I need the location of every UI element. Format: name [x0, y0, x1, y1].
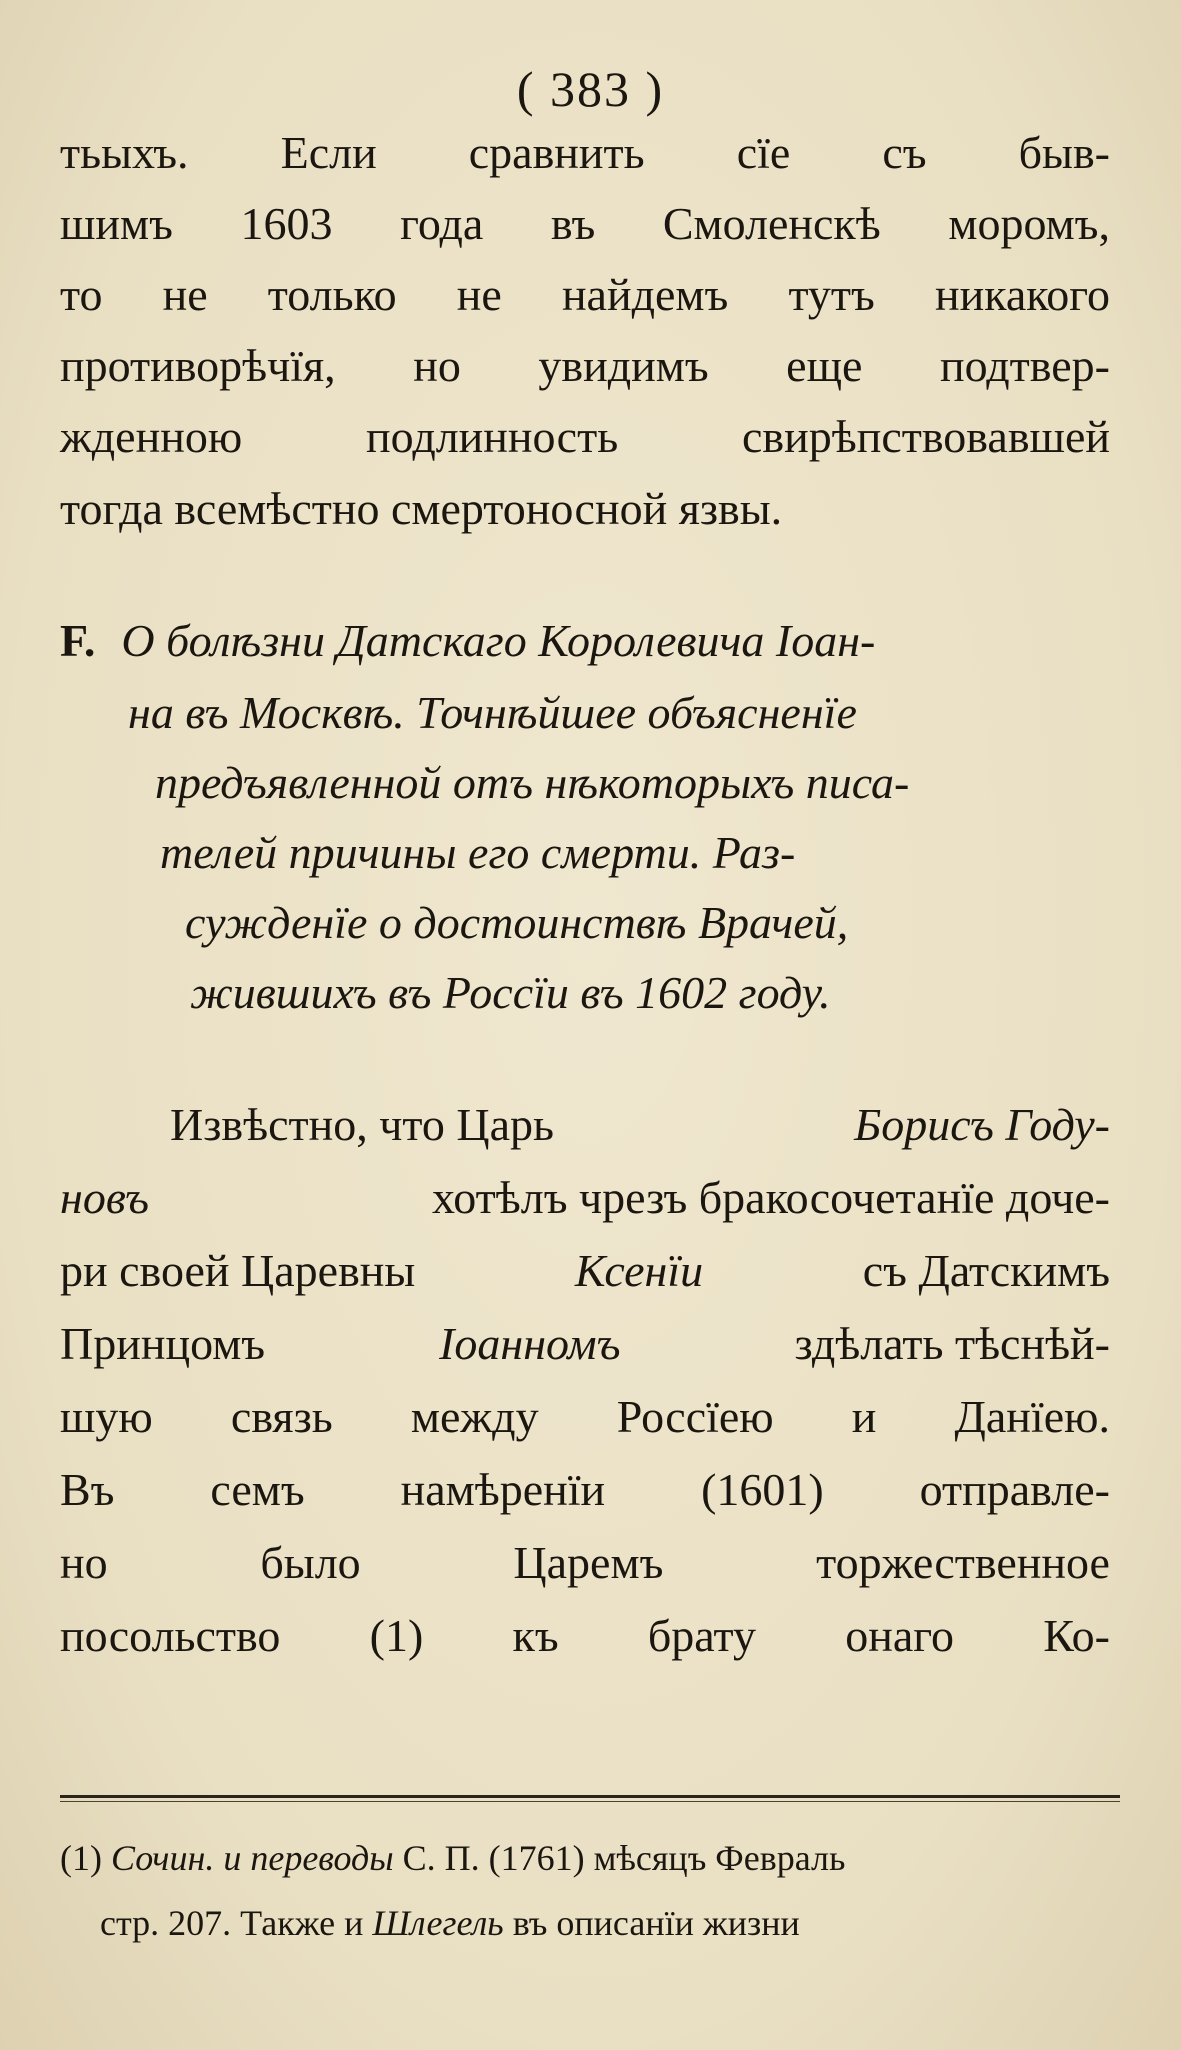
- word: Данїею.: [954, 1391, 1110, 1442]
- section-marker: F.: [60, 615, 96, 666]
- word: быв-: [1018, 127, 1110, 178]
- word: Смоленскѣ: [662, 198, 881, 249]
- section-heading-line-4: телей причины его смерти. Раз-: [160, 827, 796, 878]
- paragraph-1-line-6: тогда всемѣстно смертоносной язвы.: [60, 483, 783, 534]
- footnote-rule-thin: [60, 1801, 1120, 1802]
- word: но: [60, 1537, 108, 1588]
- section-heading-line-5: сужденїе о достоинствѣ Врачей,: [185, 897, 849, 948]
- word: тьыхъ.: [60, 127, 189, 178]
- word: никакого: [934, 269, 1110, 320]
- footnote-marker: (1): [60, 1838, 102, 1878]
- word: отправле-: [919, 1464, 1110, 1515]
- word: въ: [550, 198, 596, 249]
- p2-l2-name: новъ: [60, 1172, 150, 1223]
- paragraph-2-line-8: [60, 1610, 1110, 1661]
- word: связь: [230, 1391, 333, 1442]
- paragraph-2-line-7: [60, 1537, 1110, 1588]
- paragraph-2-line-6: [60, 1464, 1110, 1515]
- footnote-rule: [60, 1795, 1120, 1798]
- section-heading-line-3: предъявленной отъ нѣкоторыхъ писа-: [155, 757, 910, 808]
- word: торжественное: [816, 1537, 1110, 1588]
- word: брату: [647, 1610, 757, 1661]
- word: Россїею: [616, 1391, 774, 1442]
- word: семъ: [210, 1464, 305, 1515]
- word: не: [162, 269, 208, 320]
- paragraph-1-line-3: [60, 269, 1110, 320]
- footnote-author: Шлегель: [372, 1903, 504, 1943]
- p2-l2-text: хотѣлъ чрезъ бракосочетанїе доче-: [432, 1172, 1110, 1223]
- p2-l3-text-b: съ Датскимъ: [862, 1245, 1110, 1296]
- paragraph-1-line-2: [60, 198, 1110, 249]
- p2-l3-name: Ксенїи: [574, 1245, 704, 1296]
- footnote-line-2-a: стр. 207. Также и: [100, 1903, 373, 1943]
- paragraph-1-line-4: [60, 340, 1110, 391]
- word: намѣренїи: [400, 1464, 606, 1515]
- word: подлинность: [366, 411, 619, 462]
- word: то: [60, 269, 103, 320]
- paragraph-2-line-2: [60, 1172, 1110, 1223]
- word: съ: [882, 127, 927, 178]
- paragraph-2-line-1: [170, 1099, 1110, 1150]
- word: только: [267, 269, 397, 320]
- footnote-line-1-rest: С. П. (1761) мѣсяцъ Февраль: [393, 1838, 846, 1878]
- section-heading-line-1: [60, 615, 876, 666]
- section-heading-line-6: жившихъ въ Россїи въ 1602 году.: [190, 967, 831, 1018]
- word: моромъ,: [948, 198, 1110, 249]
- paragraph-2-line-4: [60, 1318, 1110, 1369]
- word: 1603: [240, 198, 333, 249]
- word: и: [851, 1391, 877, 1442]
- p2-l1-name: Борисъ Году-: [854, 1099, 1110, 1150]
- word: найдемъ: [561, 269, 729, 320]
- p2-l1-text: Извѣстно, что Царь: [170, 1099, 554, 1150]
- word: подтвер-: [939, 340, 1110, 391]
- paragraph-2-line-3: [60, 1245, 1110, 1296]
- word: Въ: [60, 1464, 115, 1515]
- footnote-line-2-b: въ описанїи жизни: [503, 1903, 800, 1943]
- p2-l4-text-b: здѣлать тѣснѣй-: [794, 1318, 1110, 1369]
- paragraph-1-line-1: [60, 127, 1110, 178]
- footnote-line-1: [60, 1840, 1140, 1876]
- footnote-source: Сочин. и переводы: [110, 1838, 394, 1878]
- page-number: ( 383 ): [516, 61, 665, 117]
- word: онаго: [845, 1610, 954, 1661]
- word: года: [400, 198, 484, 249]
- p2-l3-text-a: ри своей Царевны: [60, 1245, 416, 1296]
- paragraph-1-line-5: [60, 411, 1110, 462]
- section-heading-line-2: на въ Москвѣ. Точнѣйшее объясненїе: [128, 687, 857, 738]
- footnote-line-2: [100, 1905, 1180, 1941]
- word: посольство: [60, 1610, 281, 1661]
- word: увидимъ: [538, 340, 709, 391]
- word: къ: [512, 1610, 559, 1661]
- word: сравнить: [468, 127, 645, 178]
- word: Ко-: [1043, 1610, 1110, 1661]
- word: Если: [280, 127, 377, 178]
- word: свирѣпствовавшей: [742, 411, 1110, 462]
- word: Царемъ: [513, 1537, 664, 1588]
- p2-l4-text-a: Принцомъ: [60, 1318, 266, 1369]
- word: тутъ: [788, 269, 875, 320]
- word: (1): [369, 1610, 424, 1661]
- word: было: [260, 1537, 361, 1588]
- word: но: [413, 340, 461, 391]
- word: жденною: [60, 411, 243, 462]
- word: шую: [60, 1391, 153, 1442]
- word: не: [456, 269, 502, 320]
- word: сїе: [736, 127, 791, 178]
- word: шимъ: [60, 198, 173, 249]
- p2-l4-name: Іоанномъ: [439, 1318, 621, 1369]
- word: противорѣчїя,: [60, 340, 336, 391]
- word: еще: [786, 340, 863, 391]
- heading-text-1: О болѣзни Датскаго Королевича Іоан-: [121, 615, 876, 666]
- paragraph-2-line-5: [60, 1391, 1110, 1442]
- word: между: [410, 1391, 539, 1442]
- word: (1601): [701, 1464, 824, 1515]
